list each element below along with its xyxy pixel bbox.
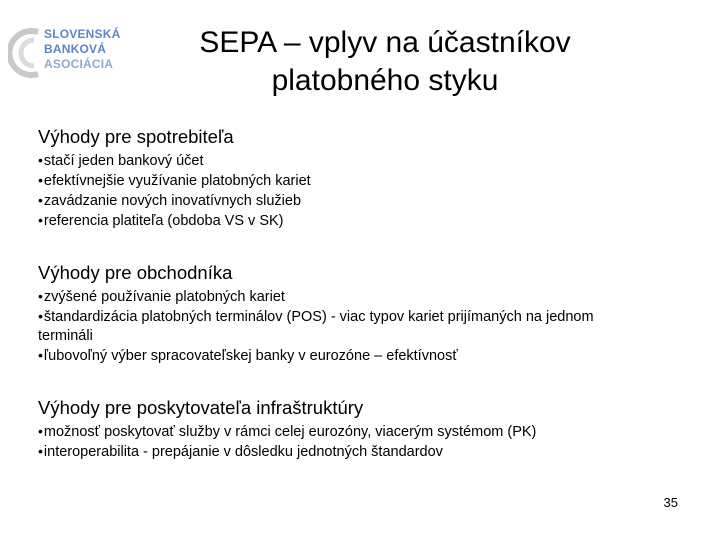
list-item: [38, 307, 608, 346]
bullet-list: [38, 151, 678, 231]
bullet-list: [38, 287, 678, 366]
bullet-icon: •: [38, 192, 43, 208]
list-item: [38, 191, 678, 211]
sba-logo-text: [44, 27, 120, 72]
logo-line-2: BANKOVÁ: [44, 42, 107, 56]
list-item: [38, 151, 678, 171]
slide-title-line-1: SEPA – vplyv na účastníkov: [199, 26, 571, 59]
bullet-icon: •: [38, 212, 43, 228]
bullet-icon: •: [38, 443, 43, 459]
list-item: [38, 211, 678, 231]
list-item-text: zavádzanie nových inovatívnych služieb: [43, 193, 302, 209]
bullet-icon: •: [38, 152, 43, 168]
slide-title: [150, 24, 620, 100]
section-heading: Výhody pre poskytovateľa infraštruktúry: [38, 397, 364, 418]
list-item-text: interoperabilita - prepájanie v dôsledku jednotných štandardov: [43, 444, 443, 460]
list-item: [38, 422, 678, 442]
sba-logo: [8, 26, 128, 80]
slide-title-line-2: platobného styku: [271, 64, 499, 97]
list-item-text: referencia platiteľa (obdoba VS v SK): [43, 213, 284, 229]
list-item-text: ľubovoľný výber spracovateľskej banky v eurozóne – efektívnosť: [43, 348, 458, 364]
list-item-text: zvýšené používanie platobných kariet: [43, 289, 285, 305]
bullet-icon: •: [38, 347, 43, 363]
list-item-text: možnosť poskytovať služby v rámci celej eurozóny, viacerým systémom (PK): [43, 424, 537, 440]
list-item: [38, 346, 678, 366]
section-consumer: [38, 126, 678, 231]
list-item: [38, 171, 678, 191]
list-item-text: stačí jeden bankový účet: [43, 153, 204, 169]
section-heading: Výhody pre spotrebiteľa: [38, 126, 234, 147]
list-item: [38, 442, 678, 462]
bullet-icon: •: [38, 308, 43, 324]
section-heading: Výhody pre obchodníka: [38, 262, 233, 283]
list-item-text: efektívnejšie využívanie platobných kariet: [43, 173, 311, 189]
list-item: [38, 287, 678, 307]
list-item-text: štandardizácia platobných terminálov (POS) - viac typov kariet prijímaných na jednom termináli: [38, 309, 594, 344]
bullet-icon: •: [38, 288, 43, 304]
logo-line-3: ASOCIÁCIA: [44, 57, 114, 71]
logo-line-1: SLOVENSKÁ: [44, 27, 121, 41]
section-merchant: [38, 262, 678, 366]
sba-logo-emblem-icon: [8, 26, 44, 80]
section-infrastructure: [38, 397, 678, 462]
bullet-icon: •: [38, 172, 43, 188]
bullet-list: [38, 422, 678, 462]
bullet-icon: •: [38, 423, 43, 439]
page-number: 35: [663, 495, 678, 510]
